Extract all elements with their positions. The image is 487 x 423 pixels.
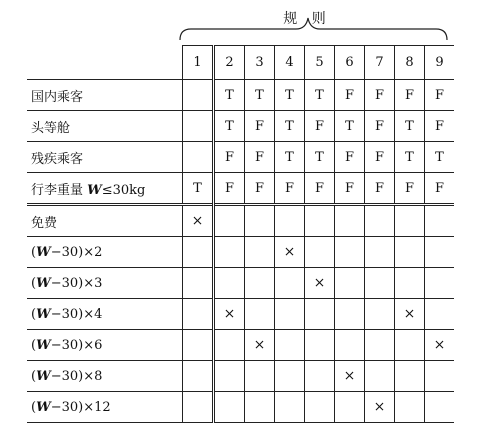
header-blank-cell <box>27 46 183 80</box>
action-label: 免费 <box>27 205 183 237</box>
action-cell <box>365 237 395 268</box>
condition-cell: T <box>275 142 305 173</box>
label-prefix: ( <box>31 368 37 384</box>
label-suffix: −30)×8 <box>50 368 103 384</box>
action-label <box>27 268 183 299</box>
action-cell <box>214 361 245 392</box>
action-cell <box>275 330 305 361</box>
action-cell <box>335 299 365 330</box>
condition-cell: F <box>425 173 455 205</box>
condition-cell: F <box>365 111 395 142</box>
action-label <box>27 330 183 361</box>
action-cell <box>183 237 214 268</box>
action-cell <box>275 205 305 237</box>
rule-number: 9 <box>425 46 455 80</box>
condition-row-domestic <box>27 80 454 111</box>
action-cell <box>395 361 425 392</box>
condition-cell <box>183 80 214 111</box>
action-row-x8 <box>27 361 454 392</box>
label-suffix: ≤30kg <box>101 182 146 198</box>
condition-cell: T <box>305 142 335 173</box>
condition-cell: T <box>245 80 275 111</box>
action-cell <box>245 268 275 299</box>
action-cell <box>425 237 455 268</box>
action-cell <box>245 299 275 330</box>
rule-number: 3 <box>245 46 275 80</box>
action-cell <box>305 330 335 361</box>
action-cell <box>335 392 365 423</box>
action-cell: × <box>395 299 425 330</box>
condition-cell: F <box>214 173 245 205</box>
condition-cell: F <box>395 80 425 111</box>
label-prefix: ( <box>31 306 37 322</box>
rule-number: 6 <box>335 46 365 80</box>
action-cell <box>305 361 335 392</box>
label-variable: W <box>36 275 51 291</box>
action-cell <box>245 392 275 423</box>
condition-cell: T <box>395 142 425 173</box>
condition-cell: F <box>275 173 305 205</box>
condition-cell: T <box>275 80 305 111</box>
action-row-x12 <box>27 392 454 423</box>
action-cell <box>365 268 395 299</box>
action-label <box>27 299 183 330</box>
condition-cell: F <box>425 111 455 142</box>
condition-label: 国内乘客 <box>27 80 183 111</box>
condition-row-first-class <box>27 111 454 142</box>
condition-cell: F <box>365 173 395 205</box>
label-suffix: −30)×3 <box>50 275 103 291</box>
action-cell <box>183 361 214 392</box>
action-cell <box>395 330 425 361</box>
action-label <box>27 361 183 392</box>
rule-number: 5 <box>305 46 335 80</box>
condition-cell <box>183 142 214 173</box>
condition-cell: F <box>214 142 245 173</box>
rule-number: 8 <box>395 46 425 80</box>
condition-cell <box>183 111 214 142</box>
action-cell <box>305 205 335 237</box>
action-cell <box>305 392 335 423</box>
action-label <box>27 237 183 268</box>
action-cell: × <box>305 268 335 299</box>
condition-cell: F <box>365 80 395 111</box>
condition-cell: F <box>305 173 335 205</box>
action-cell <box>425 299 455 330</box>
label-variable: W <box>36 399 51 415</box>
action-cell <box>214 237 245 268</box>
action-cell: × <box>425 330 455 361</box>
condition-cell: F <box>335 80 365 111</box>
action-cell <box>425 268 455 299</box>
label-variable: W <box>87 182 102 198</box>
action-cell <box>183 392 214 423</box>
action-cell: × <box>335 361 365 392</box>
action-cell <box>275 361 305 392</box>
action-row-x2 <box>27 237 454 268</box>
condition-cell: T <box>395 111 425 142</box>
rules-title: 规 则 <box>283 11 331 27</box>
action-cell <box>365 330 395 361</box>
condition-cell: F <box>245 173 275 205</box>
label-prefix: 行李重量 <box>31 182 88 198</box>
action-cell <box>183 330 214 361</box>
action-cell <box>214 268 245 299</box>
label-prefix: ( <box>31 275 37 291</box>
action-cell <box>365 299 395 330</box>
condition-cell: T <box>305 80 335 111</box>
action-cell <box>305 299 335 330</box>
action-cell: × <box>183 205 214 237</box>
action-cell <box>183 268 214 299</box>
action-cell <box>214 392 245 423</box>
label-variable: W <box>36 244 51 260</box>
condition-cell: F <box>305 111 335 142</box>
label-prefix: ( <box>31 244 37 260</box>
action-cell <box>275 268 305 299</box>
action-cell <box>395 268 425 299</box>
condition-cell: F <box>335 173 365 205</box>
action-cell <box>425 205 455 237</box>
action-cell <box>395 205 425 237</box>
condition-cell: T <box>425 142 455 173</box>
condition-cell: T <box>275 111 305 142</box>
action-cell <box>335 330 365 361</box>
action-cell <box>245 361 275 392</box>
condition-cell: F <box>245 142 275 173</box>
label-suffix: −30)×4 <box>50 306 103 322</box>
action-cell <box>214 205 245 237</box>
condition-cell: T <box>335 111 365 142</box>
rule-number: 2 <box>214 46 245 80</box>
condition-cell: T <box>214 80 245 111</box>
action-cell <box>335 205 365 237</box>
action-cell <box>305 237 335 268</box>
action-row-free <box>27 205 454 237</box>
label-prefix: ( <box>31 399 37 415</box>
label-suffix: −30)×2 <box>50 244 103 260</box>
action-label <box>27 392 183 423</box>
action-cell <box>335 268 365 299</box>
condition-cell: T <box>183 173 214 205</box>
label-prefix: ( <box>31 337 37 353</box>
rule-number: 7 <box>365 46 395 80</box>
action-cell <box>214 330 245 361</box>
action-cell <box>245 205 275 237</box>
action-cell <box>425 361 455 392</box>
condition-cell: T <box>214 111 245 142</box>
condition-label: 头等舱 <box>27 111 183 142</box>
rule-number: 1 <box>183 46 214 80</box>
rules-brace <box>0 0 487 45</box>
condition-cell: F <box>245 111 275 142</box>
condition-cell: F <box>365 142 395 173</box>
action-cell: × <box>365 392 395 423</box>
condition-label: 残疾乘客 <box>27 142 183 173</box>
action-cell <box>335 237 365 268</box>
label-variable: W <box>36 337 51 353</box>
decision-table <box>27 45 454 423</box>
label-variable: W <box>36 368 51 384</box>
action-cell <box>275 392 305 423</box>
action-cell <box>245 237 275 268</box>
label-variable: W <box>36 306 51 322</box>
label-suffix: −30)×12 <box>50 399 111 415</box>
condition-row-disabled <box>27 142 454 173</box>
condition-cell: F <box>395 173 425 205</box>
condition-cell: F <box>335 142 365 173</box>
condition-row-baggage-weight <box>27 173 454 205</box>
action-cell <box>365 361 395 392</box>
action-row-x3 <box>27 268 454 299</box>
action-cell <box>395 392 425 423</box>
rule-number: 4 <box>275 46 305 80</box>
action-row-x6 <box>27 330 454 361</box>
action-cell: × <box>275 237 305 268</box>
condition-cell: F <box>425 80 455 111</box>
rule-number-row <box>27 46 454 80</box>
action-cell <box>395 237 425 268</box>
action-cell <box>183 299 214 330</box>
condition-label <box>27 173 183 205</box>
action-cell <box>365 205 395 237</box>
action-cell: × <box>214 299 245 330</box>
action-cell: × <box>245 330 275 361</box>
action-cell <box>425 392 455 423</box>
action-row-x4 <box>27 299 454 330</box>
action-cell <box>275 299 305 330</box>
label-suffix: −30)×6 <box>50 337 103 353</box>
